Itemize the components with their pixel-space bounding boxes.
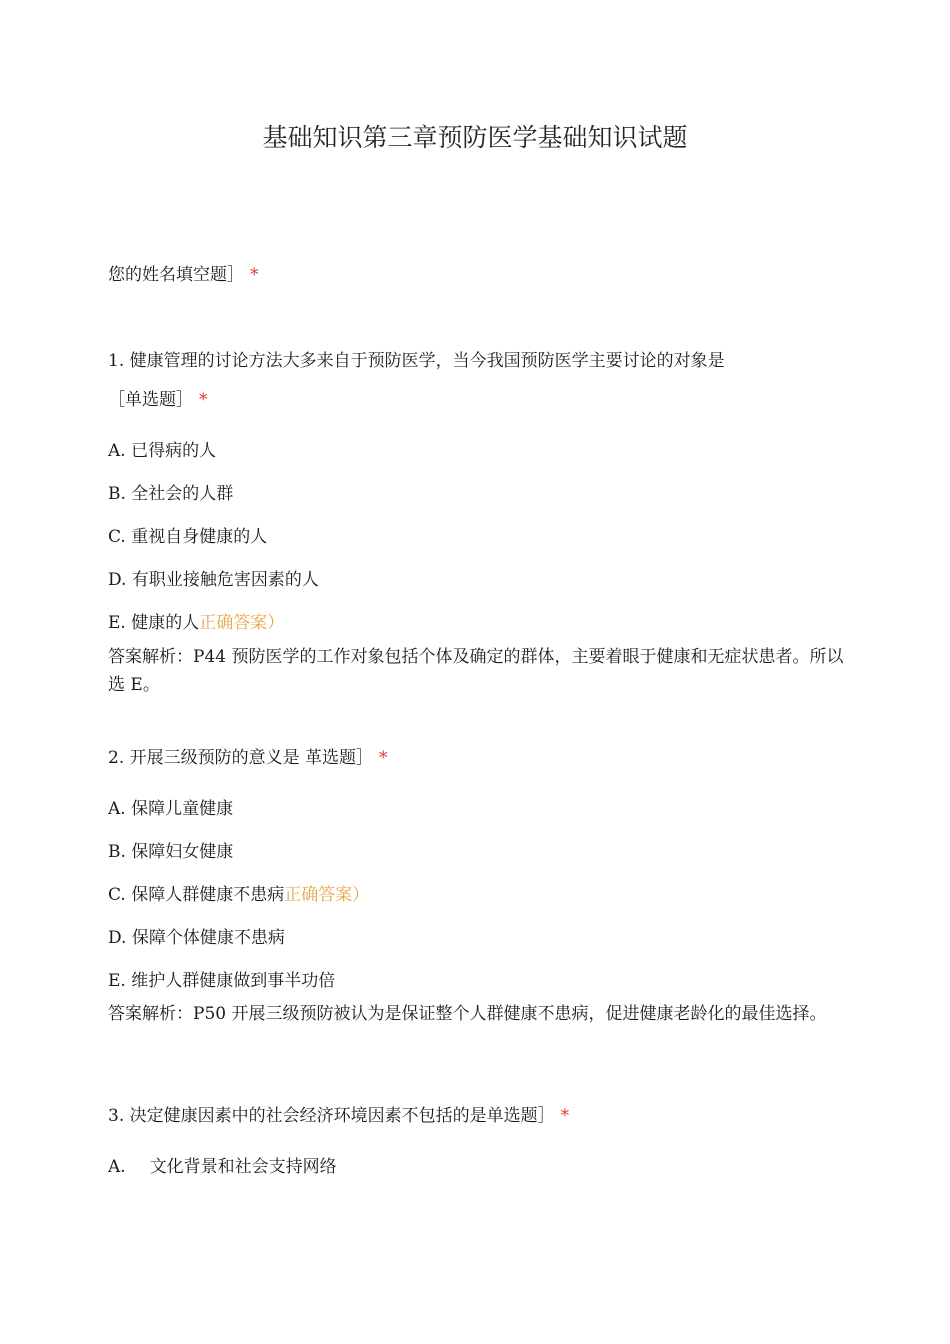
- option-text: C. 保障人群健康不患病: [108, 885, 285, 905]
- question-3-stem: [108, 1102, 569, 1130]
- option-text: E. 维护人群健康做到事半功倍: [108, 971, 336, 991]
- option-text: B. 全社会的人群: [108, 484, 234, 504]
- question-1-type: [108, 386, 208, 414]
- answer-analysis: 答案解析：P50 开展三级预防被认为是保证整个人群健康不患病，促进健康老龄化的最佳选择。: [108, 1004, 827, 1024]
- correct-answer-tag: 正确答案）: [284, 885, 370, 905]
- option-item[interactable]: [108, 838, 233, 866]
- option-text: C. 重视自身健康的人: [108, 527, 268, 547]
- required-mark: *: [250, 265, 259, 285]
- required-mark: *: [199, 390, 208, 410]
- required-mark: *: [560, 1106, 570, 1126]
- correct-answer-tag: 正确答案）: [199, 613, 285, 633]
- option-item[interactable]: [108, 523, 267, 551]
- option-text: D. 保障个体健康不患病: [108, 928, 285, 948]
- question-type-label: ［单选题］: [108, 390, 193, 410]
- option-letter: A.: [108, 1157, 126, 1177]
- option-item[interactable]: [108, 967, 335, 995]
- option-item[interactable]: [108, 437, 216, 465]
- question-text: 2. 开展三级预防的意义是 革选题］: [108, 748, 374, 768]
- option-text: D. 有职业接触危害因素的人: [108, 570, 319, 590]
- option-item[interactable]: [108, 1153, 337, 1181]
- name-field-label[interactable]: [108, 261, 259, 289]
- required-mark: *: [379, 748, 388, 768]
- option-text: A. 保障儿童健康: [108, 799, 234, 819]
- option-item[interactable]: [108, 566, 319, 594]
- page-title: 基础知识第三章预防医学基础知识试题: [262, 123, 688, 152]
- question-text: 3. 决定健康因素中的社会经济环境因素不包括的是单选题］: [108, 1106, 555, 1126]
- option-text: B. 保障妇女健康: [108, 842, 234, 862]
- option-item[interactable]: [108, 480, 233, 508]
- option-item[interactable]: [108, 881, 369, 909]
- option-item[interactable]: [108, 609, 284, 637]
- question-2-stem: [108, 744, 388, 772]
- option-item[interactable]: [108, 795, 233, 823]
- option-text: E. 健康的人: [108, 613, 200, 633]
- option-item[interactable]: [108, 924, 285, 952]
- question-1-stem: 1. 健康管理的讨论方法大多来自于预防医学，当今我国预防医学主要讨论的对象是: [108, 351, 725, 371]
- answer-analysis: 答案解析：P44 预防医学的工作对象包括个体及确定的群体，主要着眼于健康和无症状患者。所以选 E。: [108, 647, 844, 695]
- name-field-text: 您的姓名填空题］: [108, 265, 244, 285]
- option-text: 文化背景和社会支持网络: [149, 1157, 337, 1177]
- option-text: A. 已得病的人: [108, 441, 217, 461]
